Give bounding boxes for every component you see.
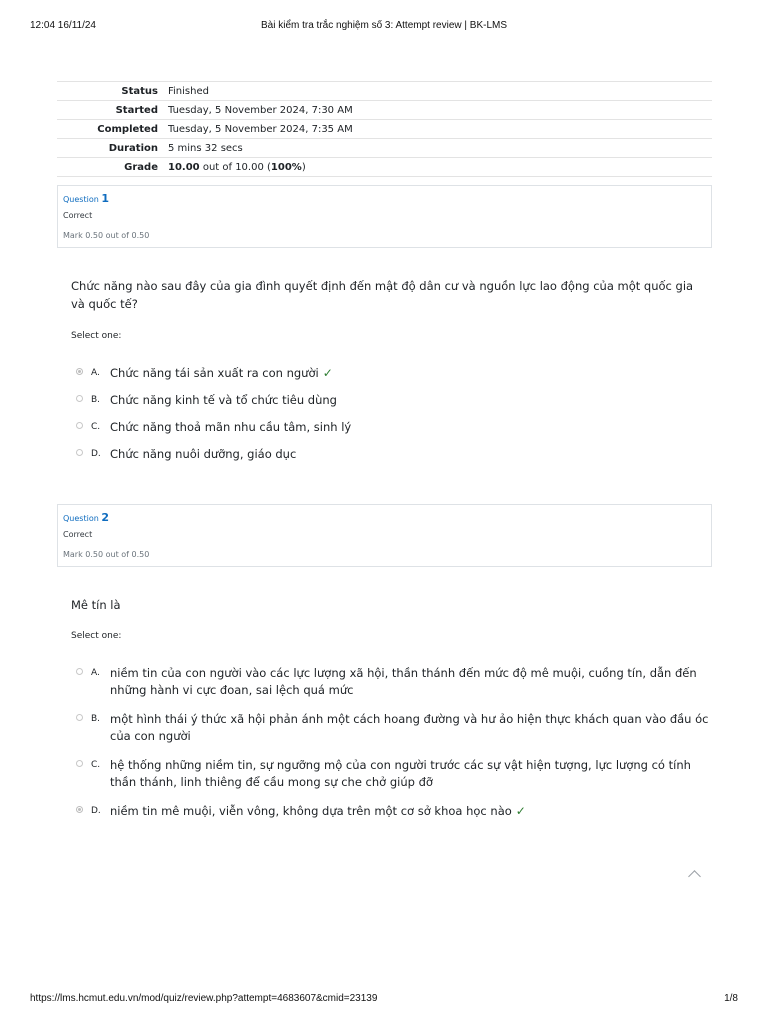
- radio-button[interactable]: [76, 395, 83, 402]
- radio-button[interactable]: [76, 668, 83, 675]
- summary-label: Status: [57, 82, 168, 101]
- radio-button[interactable]: [76, 449, 83, 456]
- question-number: [63, 192, 109, 205]
- check-icon: ✓: [515, 804, 526, 818]
- question-grade: Mark 0.50 out of 0.50: [63, 231, 150, 240]
- print-page-number: 1/8: [724, 993, 738, 1004]
- radio-button[interactable]: [76, 714, 83, 721]
- summary-value: Finished: [168, 82, 712, 101]
- question-info-1: [57, 185, 712, 248]
- print-page-title: Bài kiểm tra trắc nghiệm số 3: Attempt review | BK-LMS: [260, 20, 508, 31]
- answer-text-value: niềm tin mê muội, viễn vông, không dựa trên một cơ sở khoa học nào: [110, 804, 512, 818]
- answer-letter: A.: [91, 368, 100, 378]
- answer-letter: B.: [91, 714, 101, 724]
- answer-text: niềm tin của con người vào các lực lượng xã hội, thần thánh đến mức độ mê muội, cuồng tín, dẫn đến những hành vi cực đoan, sai lệch quá mức: [110, 666, 697, 697]
- grade-out-of: out of 10.00 (: [199, 161, 271, 173]
- answer-letter: C.: [91, 760, 101, 770]
- answer-text: Chức năng thoả mãn nhu cầu tâm, sinh lý: [110, 420, 352, 434]
- summary-value: [168, 158, 712, 177]
- question-prefix: Question: [63, 195, 99, 204]
- question-state: Correct: [63, 530, 93, 539]
- question-text-2: Mê tín là: [71, 598, 121, 612]
- answer-text: [110, 803, 716, 820]
- answer-letter: D.: [91, 806, 101, 816]
- answer-letter: C.: [91, 422, 101, 432]
- radio-button[interactable]: [76, 422, 83, 429]
- summary-label: Grade: [57, 158, 168, 177]
- question-state: Correct: [63, 211, 93, 220]
- summary-value: Tuesday, 5 November 2024, 7:30 AM: [168, 101, 712, 120]
- summary-label: Duration: [57, 139, 168, 158]
- radio-button[interactable]: [76, 368, 83, 375]
- answer-text: [110, 365, 716, 382]
- question-number: [63, 511, 109, 524]
- grade-score: 10.00: [168, 161, 200, 173]
- summary-value: 5 mins 32 secs: [168, 139, 712, 158]
- summary-value: Tuesday, 5 November 2024, 7:35 AM: [168, 120, 712, 139]
- summary-label: Started: [57, 101, 168, 120]
- answer-text: một hình thái ý thức xã hội phản ánh một cách hoang đường và hư ảo hiện thực khách quan vào đầu óc của con người: [110, 712, 709, 743]
- question-grade: Mark 0.50 out of 0.50: [63, 550, 150, 559]
- question-number-value: 1: [101, 192, 109, 205]
- summary-row-completed: [57, 120, 712, 139]
- answer-text: Chức năng nuôi dưỡng, giáo dục: [110, 447, 297, 461]
- answer-letter: D.: [91, 449, 101, 459]
- select-one-prompt: Select one:: [71, 331, 122, 341]
- answer-letter: A.: [91, 668, 100, 678]
- answer-text: Chức năng kinh tế và tổ chức tiêu dùng: [110, 393, 337, 407]
- radio-button[interactable]: [76, 806, 83, 813]
- grade-close: ): [301, 161, 306, 173]
- summary-row-grade: [57, 158, 712, 177]
- answer-letter: B.: [91, 395, 101, 405]
- chevron-up-icon[interactable]: [688, 870, 701, 883]
- select-one-prompt: Select one:: [71, 631, 122, 641]
- question-prefix: Question: [63, 514, 99, 523]
- radio-button[interactable]: [76, 760, 83, 767]
- summary-row-started: [57, 101, 712, 120]
- answer-text: hệ thống những niềm tin, sự ngưỡng mộ của con người trước các sự vật hiện tượng, lực lượng có tính thần thánh, linh thiêng để cầu mong sự che chở giúp đỡ: [110, 758, 691, 789]
- check-icon: ✓: [322, 366, 333, 380]
- summary-label: Completed: [57, 120, 168, 139]
- summary-row-duration: [57, 139, 712, 158]
- summary-row-status: [57, 82, 712, 101]
- grade-percent: 100%: [270, 161, 302, 173]
- question-text-1: Chức năng nào sau đây của gia đình quyết định đến mật độ dân cư và nguồn lực lao động của một quốc gia và quốc tế?: [71, 279, 694, 311]
- print-url: https://lms.hcmut.edu.vn/mod/quiz/review.php?attempt=4683607&cmid=23139: [30, 993, 378, 1004]
- answer-text-value: Chức năng tái sản xuất ra con người: [110, 366, 319, 380]
- print-datetime: 12:04 16/11/24: [30, 20, 96, 31]
- attempt-summary-table: [57, 81, 712, 177]
- question-number-value: 2: [101, 511, 109, 524]
- question-info-2: [57, 504, 712, 567]
